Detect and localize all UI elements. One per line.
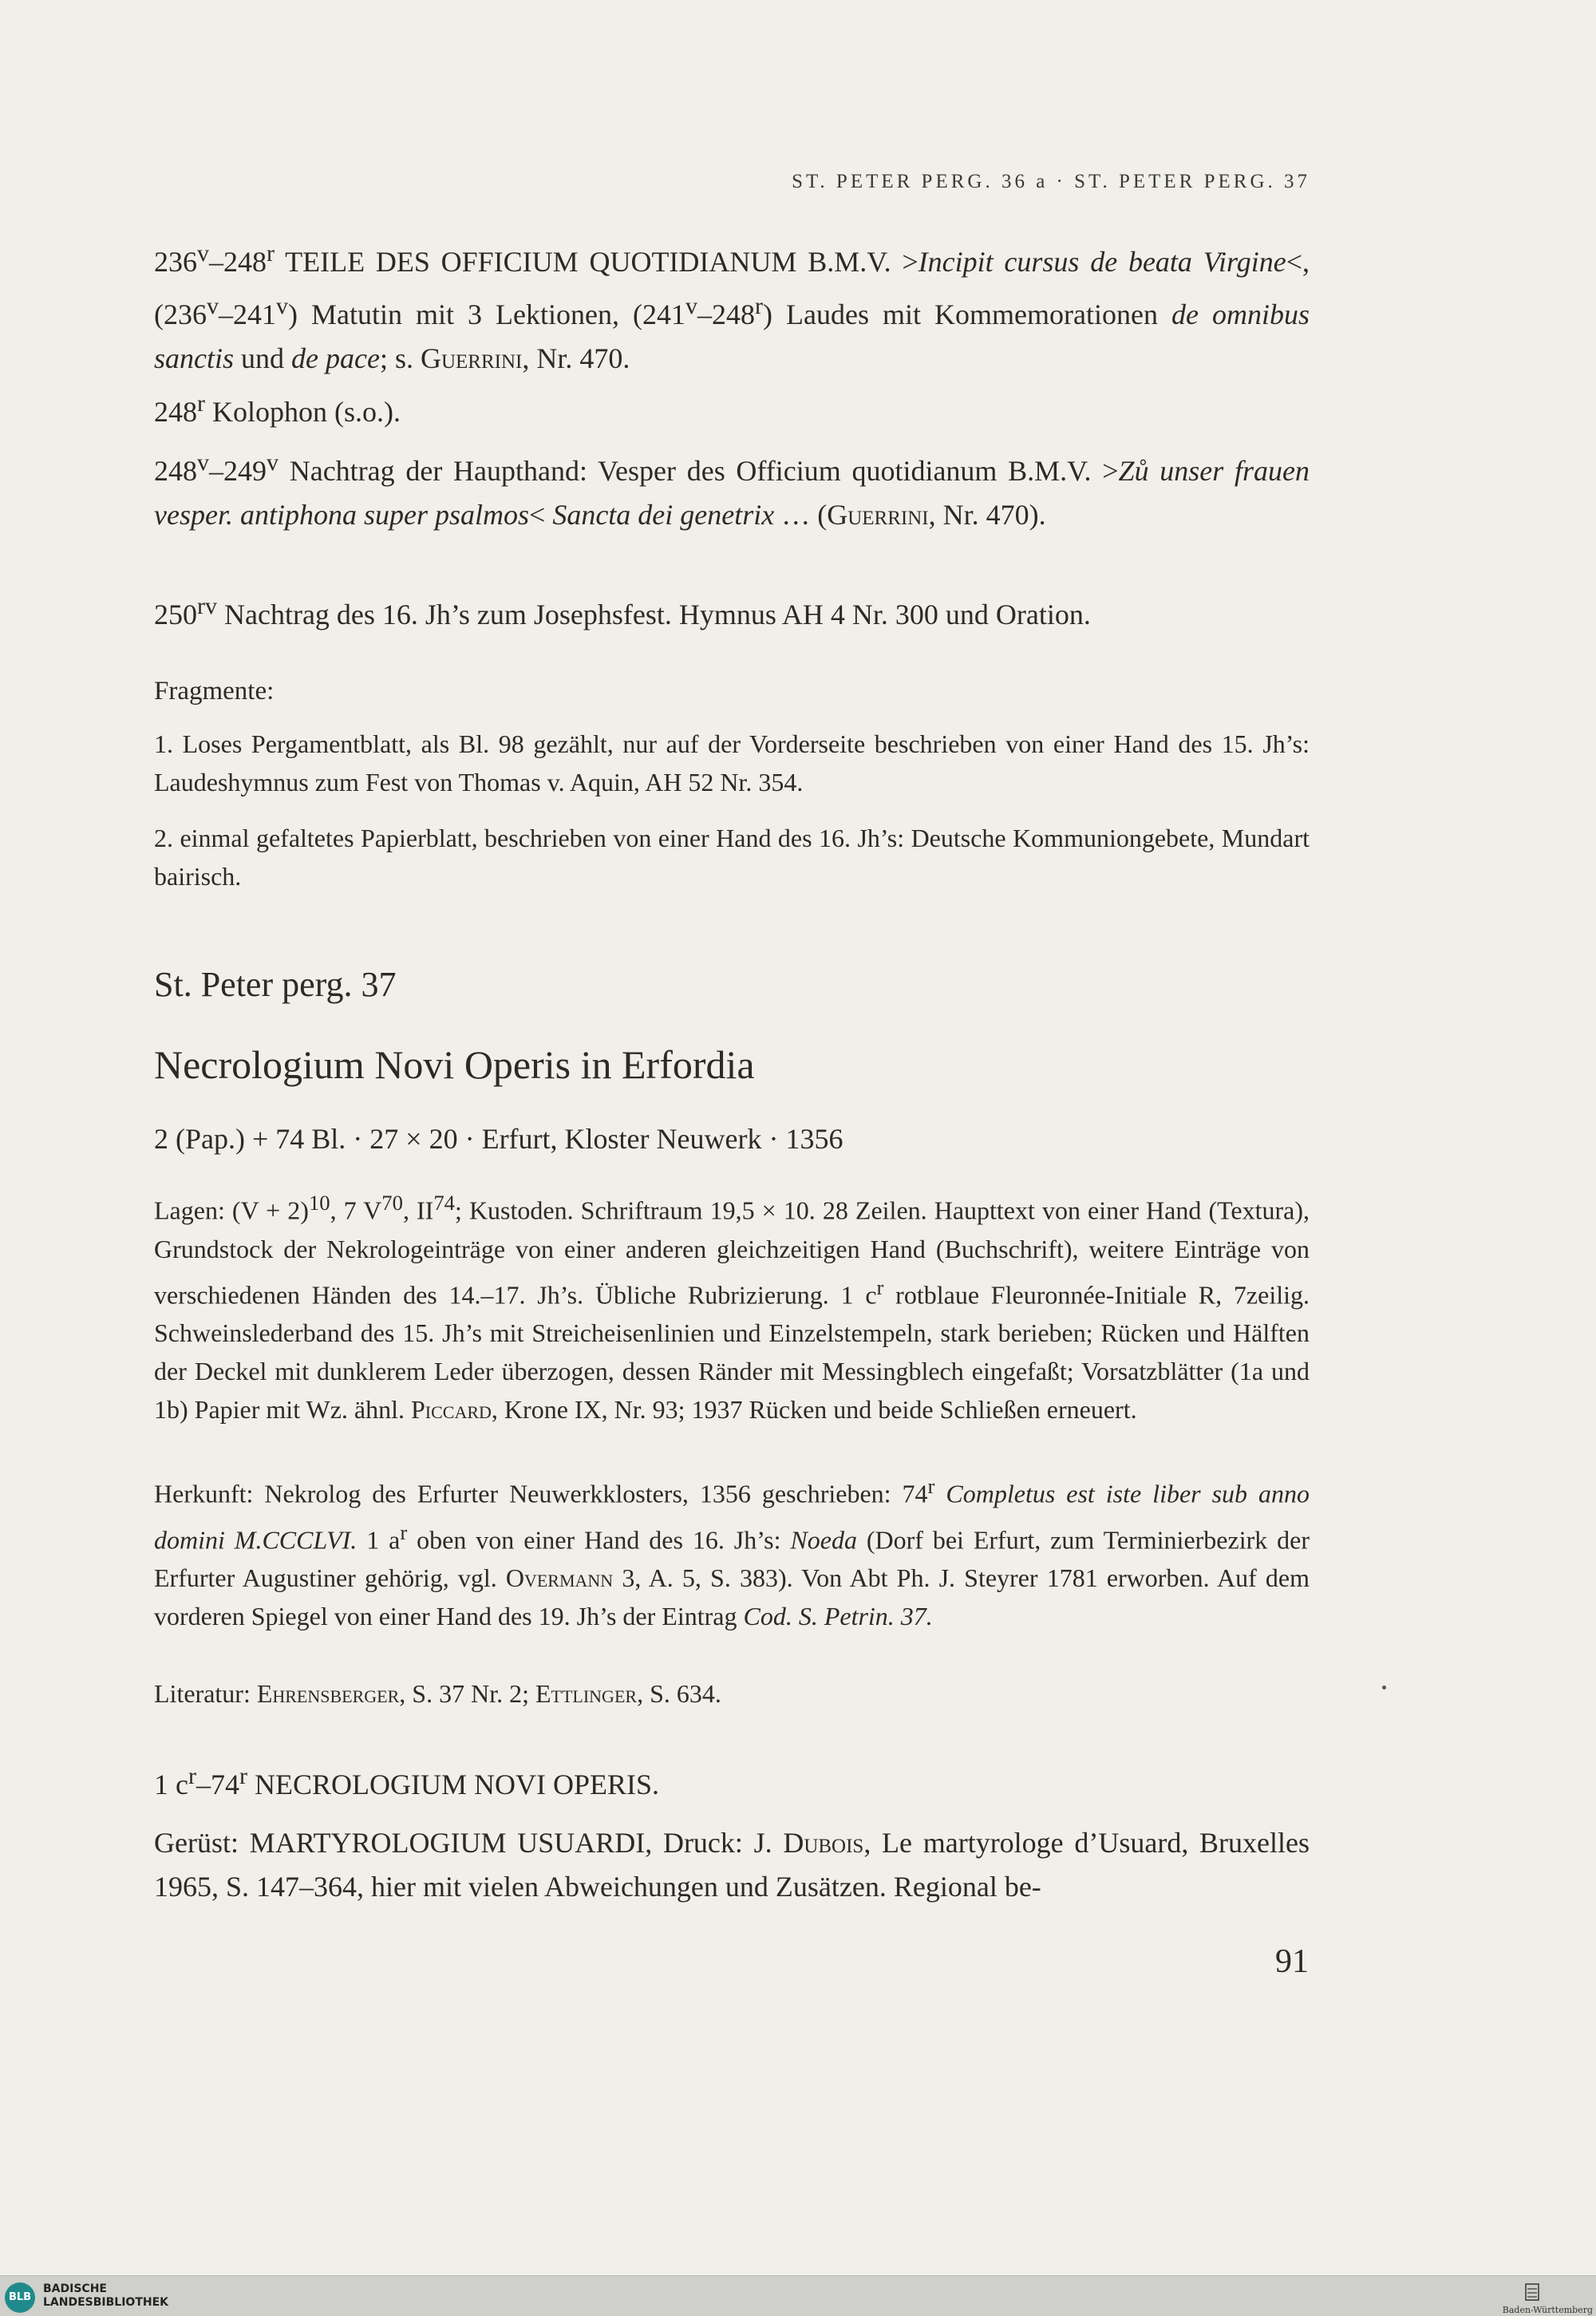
entry-paragraph: 236$^v$–248$^r$ TEILE DES OFFICIUM QUOTIDIANUM B.M.V. >Incipit cursus de beata Virgine<, (236$^v$–241$^v$) Matutin mit 3 Lektionen, (241$^v$–248$^r$) Laudes mit Kommemorationen de omnibus sanctis und de pace; s. Guerrini, Nr. 470. [154, 240, 1310, 374]
manuscript-title: Necrologium Novi Operis in Erfordia [154, 1042, 755, 1087]
fragmente-section [154, 672, 1310, 895]
herkunft-paragraph: Herkunft: Nekrolog des Erfurter Neuwerkklosters, 1356 geschrieben: 74$^r$ Completus est iste liber sub anno domini M.CCCLVI. 1 $a^r$ oben von einer Hand des 16. Jh’s: Noeda (Dorf bei Erfurt, zum Terminierbezirk der Erfurter Augustiner gehörig, vgl. Overmann 3, A. 5, S. 383). Von Abt Ph. J. Steyrer 1781 erworben. Auf dem vorderen Spiegel von einer Hand des 19. Jh’s der Eintrag Cod. S. Petrin. 37. [154, 1474, 1310, 1631]
entry-offizium [154, 231, 1310, 381]
necrologium-heading: 1 $c^r-74^r$ NECROLOGIUM NOVI OPERIS. [154, 1763, 659, 1800]
running-head: ST. PETER PERG. 36 a · ST. PETER PERG. 37 [792, 171, 1310, 192]
manuscript-meta: 2 (Pap.) + 74 Bl. · 27 × 20 · Erfurt, Kloster Neuwerk · 1356 [154, 1123, 843, 1155]
footer-bar [0, 2275, 1596, 2316]
blb-logo-icon: BLB [5, 2282, 35, 2313]
page-number: 91 [1275, 1943, 1309, 1980]
speck [1382, 1686, 1386, 1690]
library-name: BADISCHE LANDESBIBLIOTHEK [43, 2282, 169, 2309]
fragmente-heading: Fragmente: [154, 677, 275, 705]
fragment-item: 1. Loses Pergamentblatt, als Bl. 98 gezählt, nur auf der Vorderseite beschrieben von einer Hand des 15. Jh’s: Laudeshymnus zum Fest von Thomas v. Aquin, AH 52 Nr. 354. [154, 729, 1310, 796]
state-label: Baden-Württemberg [1502, 2305, 1593, 2315]
entry-kolophon: 248$^r$ Kolophon (s.o.). [154, 390, 401, 428]
literatur-line: Literatur: Ehrensberger, S. 37 Nr. 2; Ettlinger, S. 634. [154, 1679, 721, 1708]
entry-nachtrag-vesper: 248$^v$–249$^v$ Nachtrag der Haupthand: Vesper des Officium quotidianum B.M.V. >Zů unser frauen vesper. antiphona super psalmos< Sancta dei genetrix … (Guerrini, Nr. 470). [154, 449, 1310, 531]
lagen-paragraph: Lagen: $(V + 2)^{10}$, 7 $V^{70}$, II$^{74}$; Kustoden. Schriftraum 19,5 × 10. 28 Zeilen. Haupttext von einer Hand (Textura), Grundstock der Nekrologeinträge von einer anderen gleichzeitigen Hand (Buchschrift), weitere Einträge von verschiedenen Händen des 14.–17. Jh’s. Übliche Rubrizierung. 1 $c^r$ rotblaue Fleuronnée-Initiale R, 7zeilig. Schweinslederband des 15. Jh’s mit Streicheisenlinien und Einzelstempeln, stark berieben; Rücken und Hälften der Deckel mit dunklerem Leder überzogen, dessen Ränder mit Messingblech eingefaßt; Vorsatzblätter (1a und 1b) Papier mit Wz. ähnl. Piccard, Krone IX, Nr. 93; 1937 Rücken und beide Schließen erneuert. [154, 1191, 1310, 1425]
entry-josephsfest: $250^{rv}$ Nachtrag des 16. Jh’s zum Josephsfest. Hymnus AH 4 Nr. 300 und Oration. [154, 593, 1091, 630]
coat-of-arms-icon [1524, 2282, 1540, 2303]
manuscript-signature: St. Peter perg. 37 [154, 965, 397, 1004]
geruest-paragraph: Gerüst: MARTYROLOGIUM USUARDI, Druck: J. Dubois, Le martyrologe d’Usuard, Bruxelles 1965, S. 147–364, hier mit vielen Abweichungen und Zusätzen. Regional be- [154, 1827, 1310, 1903]
fragment-item: 2. einmal gefaltetes Papierblatt, beschrieben von einer Hand des 16. Jh’s: Deutsche Kommuniongebete, Mundart bairisch. [154, 824, 1310, 891]
